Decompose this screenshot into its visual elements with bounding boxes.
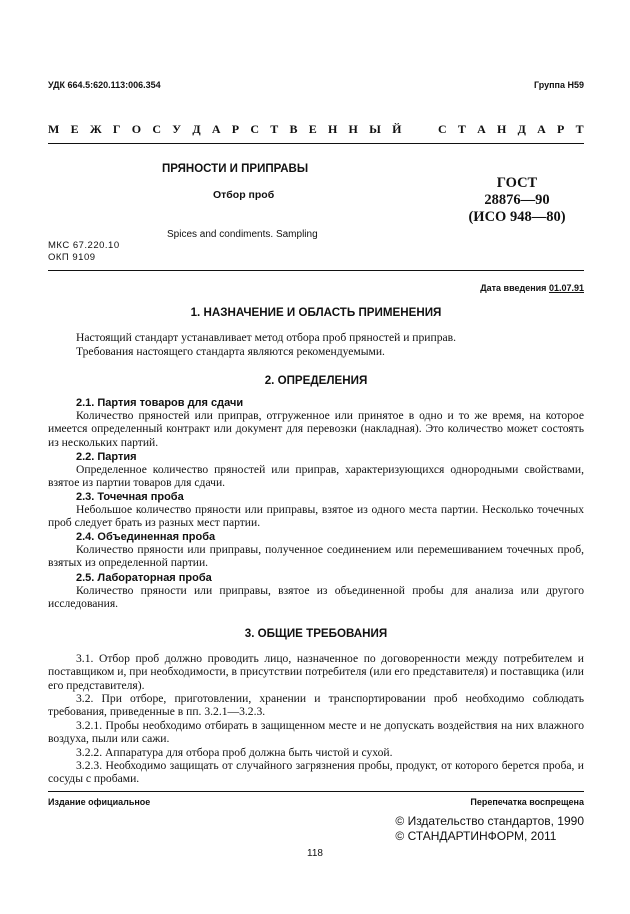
definition-2-5: [48, 572, 584, 611]
definition-text: Количество пряности или приправы, взятое из объединенной пробы для анализа или другого исследования.: [48, 584, 584, 611]
english-title: Spices and condiments. Sampling: [167, 229, 318, 240]
section-3-para-3-2-3: 3.2.3. Необходимо защищать от случайного загрязнения пробы, продукт, от которого берется проба, и сосуды с пробами.: [48, 759, 584, 786]
gost-number: 28876—90: [484, 192, 550, 208]
intro-date-label: Дата введения: [480, 283, 547, 293]
classification-codes: [48, 240, 120, 264]
section-3-para-3-1: 3.1. Отбор проб должно проводить лицо, назначенное по договоренности между потребителем и поставщиком и, при необходимости, в присутствии потребителя (или его представителя) и поставщика (или его представителя).: [48, 652, 584, 692]
definition-text: Небольшое количество пряности или приправы, взятое из одного места партии. Несколько точечных проб следует брать из разных мест партии.: [48, 503, 584, 530]
footer-rule: [48, 791, 584, 792]
section-3-title: 3. ОБЩИЕ ТРЕБОВАНИЯ: [244, 627, 388, 640]
okp-code: ОКП 9109: [48, 252, 96, 263]
iso-number: (ИСО 948—80): [468, 209, 566, 225]
definition-text: Количество пряностей или приправ, отгруженное или принятое в одно и то же время, на которое имеется определенный контракт или документ для перевозки (накладная). Это количество может состоять из нескольких партий.: [48, 409, 584, 449]
definition-2-3: [48, 491, 584, 530]
section-3-para-3-2: 3.2. При отборе, приготовлении, хранении и транспортировании проб необходимо соблюдать требования, приведенные в пп. 3.2.1—3.2.3.: [48, 692, 584, 719]
udk-code: УДК 664.5:620.113:006.354: [48, 80, 161, 90]
gost-label: ГОСТ: [496, 175, 538, 191]
section-3-para-3-2-1: 3.2.1. Пробы необходимо отбирать в защищенном месте и не допускать воздействия на них влажного воздуха, пыли или сажи.: [48, 719, 584, 746]
definition-2-2: [48, 451, 584, 490]
intro-date-value: 01.07.91: [548, 283, 584, 293]
copyright-1990: © Издательство стандартов, 1990: [395, 814, 584, 828]
gost-number-block: [462, 175, 572, 226]
group-code: Группа Н59: [533, 80, 584, 90]
banner-rule: [48, 143, 584, 144]
copyright-block: [395, 814, 584, 844]
definition-title: 2.3. Точечная проба: [76, 491, 184, 503]
document-subtitle: Отбор проб: [213, 189, 275, 201]
official-edition: Издание официальное: [48, 797, 151, 807]
definition-text: Количество пряности или приправы, полученное соединением или перемешиванием точечных проб, взятых из определенной партии.: [48, 543, 584, 570]
page-number: 118: [307, 848, 323, 859]
section-1-para-2: Требования настоящего стандарта являются рекомендуемыми.: [76, 345, 385, 358]
definition-title: 2.5. Лабораторная проба: [76, 572, 212, 584]
document-title: ПРЯНОСТИ И ПРИПРАВЫ: [162, 163, 309, 175]
section-2-title: 2. ОПРЕДЕЛЕНИЯ: [264, 374, 368, 387]
standard-banner: М Е Ж Г О С У Д А Р С Т В Е Н Н Ы Й С Т А Н Д А Р Т: [48, 122, 584, 136]
section-1-para-1: Настоящий стандарт устанавливает метод отбора проб пряностей и приправ.: [76, 331, 457, 344]
copyright-2011: © СТАНДАРТИНФОРМ, 2011: [395, 829, 557, 843]
reprint-notice: Перепечатка воспрещена: [470, 797, 584, 807]
mks-code: МКС 67.220.10: [48, 240, 120, 251]
intro-date: [480, 283, 584, 293]
definition-title: 2.4. Объединенная проба: [76, 531, 216, 543]
section-1-title: 1. НАЗНАЧЕНИЕ И ОБЛАСТЬ ПРИМЕНЕНИЯ: [190, 306, 442, 319]
section-3-para-3-2-2: 3.2.2. Аппаратура для отбора проб должна быть чистой и сухой.: [76, 746, 393, 759]
definition-text: Определенное количество пряностей или приправ, характеризующихся однородными свойствами, взятое из партии товаров для сдачи.: [48, 463, 584, 490]
definition-2-1: [48, 397, 584, 449]
definition-title: 2.2. Партия: [76, 451, 137, 463]
definition-title: 2.1. Партия товаров для сдачи: [76, 397, 244, 409]
title-rule: [48, 270, 584, 271]
definition-2-4: [48, 531, 584, 570]
